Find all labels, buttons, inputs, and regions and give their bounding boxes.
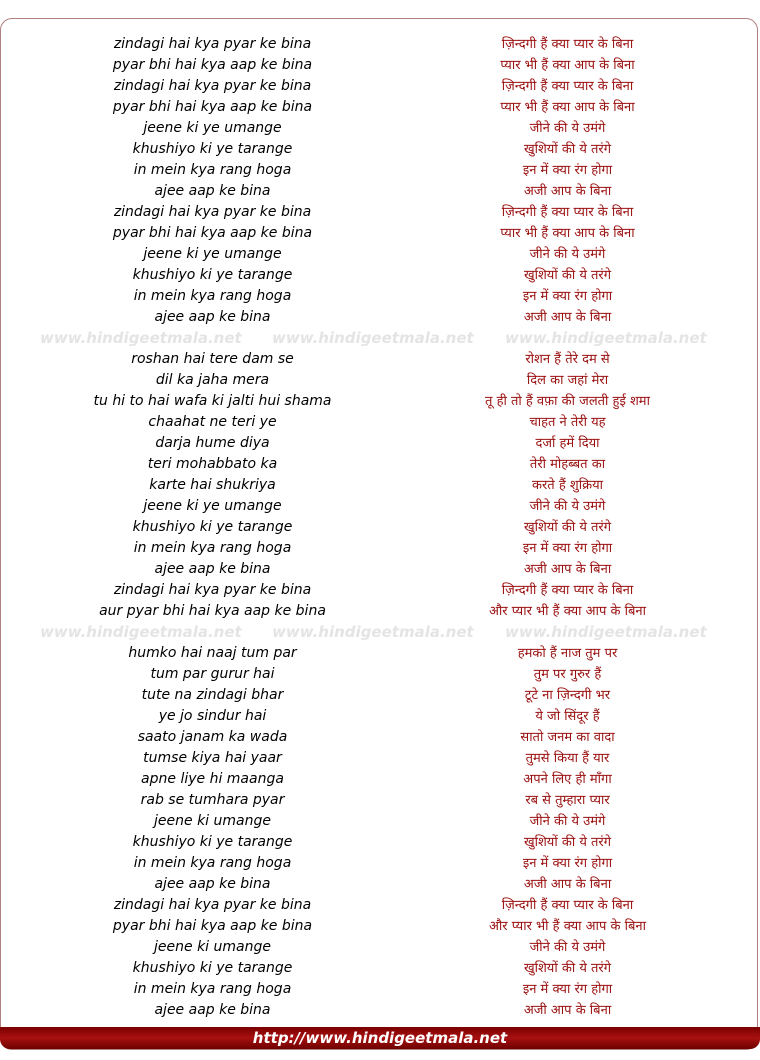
lyric-hindi: अपने लिए ही माँगा — [523, 772, 612, 787]
lyric-hindi: करते हैं शुक्रिया — [532, 478, 603, 493]
lyric-line — [0, 559, 758, 580]
lyric-hindi: हमको हैं नाज तुम पर — [517, 646, 618, 661]
lyric-english: apne liye hi maanga — [141, 771, 284, 787]
lyric-english: darja hume diya — [155, 435, 270, 451]
lyric-line — [0, 853, 758, 874]
watermark-row — [0, 622, 758, 643]
lyric-english: teri mohabbato ka — [147, 456, 278, 472]
lyric-hindi: प्यार भी हैं क्या आप के बिना — [500, 226, 635, 241]
lyric-line — [0, 97, 758, 118]
lyric-hindi: टूटे ना ज़िन्दगी भर — [524, 688, 611, 703]
lyric-english: khushiyo ki ye tarange — [132, 141, 293, 157]
lyric-line — [0, 685, 758, 706]
lyric-hindi: जीने की ये उमंगे — [529, 940, 606, 955]
lyric-english: roshan hai tere dam se — [131, 351, 294, 367]
lyric-hindi: प्यार भी हैं क्या आप के बिना — [500, 100, 635, 115]
footer-bar — [0, 1027, 760, 1049]
lyric-hindi: दर्जा हमें दिया — [535, 436, 600, 451]
lyric-line — [0, 979, 758, 1000]
lyric-line — [0, 160, 758, 181]
lyric-hindi: सातो जनम का वादा — [520, 730, 615, 745]
lyric-line — [0, 727, 758, 748]
lyric-line — [0, 580, 758, 601]
lyric-hindi: इन में क्या रंग होगा — [522, 163, 613, 178]
lyric-line — [0, 1000, 758, 1021]
lyric-line — [0, 433, 758, 454]
lyric-hindi: तेरी मोहब्बत का — [529, 457, 606, 472]
lyric-line — [0, 265, 758, 286]
lyric-english: ajee aap ke bina — [154, 183, 271, 199]
lyric-hindi: खुशियों की ये तरंगे — [523, 520, 612, 535]
watermark-row — [0, 328, 758, 349]
lyric-hindi: इन में क्या रंग होगा — [522, 541, 613, 556]
lyric-line — [0, 895, 758, 916]
lyric-line — [0, 223, 758, 244]
lyric-english: zindagi hai kya pyar ke bina — [113, 897, 312, 913]
lyric-line — [0, 286, 758, 307]
lyric-english: humko hai naaj tum par — [128, 645, 297, 661]
lyric-line — [0, 202, 758, 223]
watermark-text: www.hindigeetmala.net — [505, 623, 707, 641]
lyric-english: rab se tumhara pyar — [140, 792, 285, 808]
lyric-line — [0, 412, 758, 433]
lyric-line — [0, 349, 758, 370]
lyric-hindi: रोशन हैं तेरे दम से — [525, 352, 610, 367]
lyric-hindi: इन में क्या रंग होगा — [522, 856, 613, 871]
lyric-hindi: ज़िन्दगी हैं क्या प्यार के बिना — [501, 37, 634, 52]
watermark-text: www.hindigeetmala.net — [505, 329, 707, 347]
lyric-line — [0, 748, 758, 769]
lyric-english: zindagi hai kya pyar ke bina — [113, 78, 312, 94]
watermark-text: www.hindigeetmala.net — [272, 329, 474, 347]
lyric-hindi: और प्यार भी हैं क्या आप के बिना — [489, 919, 646, 934]
lyric-hindi: ज़िन्दगी हैं क्या प्यार के बिना — [501, 898, 634, 913]
lyric-line — [0, 496, 758, 517]
lyric-english: ajee aap ke bina — [154, 561, 271, 577]
lyric-english: karte hai shukriya — [149, 477, 276, 493]
lyric-english: ye jo sindur hai — [158, 708, 267, 724]
lyric-line — [0, 391, 758, 412]
lyric-hindi: दिल का जहां मेरा — [526, 373, 609, 388]
lyric-english: in mein kya rang hoga — [133, 981, 292, 997]
lyric-hindi: चाहत ने तेरी यह — [529, 415, 606, 430]
lyric-hindi: जीने की ये उमंगे — [529, 121, 606, 136]
lyric-hindi: तुमसे किया हैं यार — [525, 751, 610, 766]
lyric-english: pyar bhi hai kya aap ke bina — [112, 918, 313, 934]
lyric-english: saato janam ka wada — [137, 729, 288, 745]
footer-site-link[interactable]: http://www.hindigeetmala.net — [252, 1029, 508, 1047]
lyric-english: khushiyo ki ye tarange — [132, 519, 293, 535]
lyric-hindi: इन में क्या रंग होगा — [522, 982, 613, 997]
lyric-hindi: अजी आप के बिना — [523, 184, 612, 199]
lyric-hindi: खुशियों की ये तरंगे — [523, 268, 612, 283]
lyric-hindi: प्यार भी हैं क्या आप के बिना — [500, 58, 635, 73]
lyric-english: dil ka jaha mera — [155, 372, 270, 388]
lyric-hindi: और प्यार भी हैं क्या आप के बिना — [489, 604, 646, 619]
lyric-english: khushiyo ki ye tarange — [132, 834, 293, 850]
lyric-line — [0, 517, 758, 538]
lyric-english: in mein kya rang hoga — [133, 855, 292, 871]
lyric-line — [0, 118, 758, 139]
lyric-line — [0, 916, 758, 937]
lyric-english: jeene ki ye umange — [143, 246, 282, 262]
lyric-line — [0, 139, 758, 160]
lyric-line — [0, 811, 758, 832]
lyric-english: in mein kya rang hoga — [133, 162, 292, 178]
lyric-english: tu hi to hai wafa ki jalti hui shama — [93, 393, 332, 409]
lyric-line — [0, 706, 758, 727]
lyric-english: pyar bhi hai kya aap ke bina — [112, 57, 313, 73]
lyric-line — [0, 832, 758, 853]
lyric-english: ajee aap ke bina — [154, 876, 271, 892]
lyric-english: ajee aap ke bina — [154, 309, 271, 325]
lyric-line — [0, 601, 758, 622]
watermark-text: www.hindigeetmala.net — [272, 623, 474, 641]
lyric-line — [0, 454, 758, 475]
lyric-english: tum par gurur hai — [150, 666, 275, 682]
lyric-line — [0, 475, 758, 496]
lyric-english: jeene ki ye umange — [143, 498, 282, 514]
lyric-english: zindagi hai kya pyar ke bina — [113, 204, 312, 220]
lyric-hindi: रब से तुम्हारा प्यार — [525, 793, 610, 808]
watermark-text: www.hindigeetmala.net — [40, 329, 242, 347]
lyric-line — [0, 937, 758, 958]
watermark-text: www.hindigeetmala.net — [40, 623, 242, 641]
lyric-hindi: ज़िन्दगी हैं क्या प्यार के बिना — [501, 79, 634, 94]
lyric-line — [0, 244, 758, 265]
lyric-hindi: अजी आप के बिना — [523, 877, 612, 892]
lyric-hindi: जीने की ये उमंगे — [529, 499, 606, 514]
lyric-hindi: अजी आप के बिना — [523, 310, 612, 325]
lyric-line — [0, 34, 758, 55]
lyric-hindi: तुम पर गुरुर हैं — [533, 667, 602, 682]
lyric-hindi: ये जो सिंदूर हैं — [535, 709, 600, 724]
lyric-english: jeene ki umange — [154, 813, 271, 829]
lyric-english: zindagi hai kya pyar ke bina — [113, 36, 312, 52]
lyrics-list — [0, 34, 758, 1021]
lyric-hindi: जीने की ये उमंगे — [529, 814, 606, 829]
lyric-english: tute na zindagi bhar — [141, 687, 284, 703]
lyric-english: aur pyar bhi hai kya aap ke bina — [99, 603, 326, 619]
lyric-english: pyar bhi hai kya aap ke bina — [112, 225, 313, 241]
lyric-line — [0, 538, 758, 559]
lyric-line — [0, 55, 758, 76]
lyric-line — [0, 874, 758, 895]
lyric-english: pyar bhi hai kya aap ke bina — [112, 99, 313, 115]
lyric-english: khushiyo ki ye tarange — [132, 267, 293, 283]
lyric-line — [0, 76, 758, 97]
lyric-line — [0, 769, 758, 790]
lyric-line — [0, 307, 758, 328]
lyric-hindi: तू ही तो हैं वफ़ा की जलती हुई शमा — [485, 394, 650, 409]
lyric-english: khushiyo ki ye tarange — [132, 960, 293, 976]
lyric-line — [0, 643, 758, 664]
lyric-english: tumse kiya hai yaar — [143, 750, 282, 766]
lyric-hindi: खुशियों की ये तरंगे — [523, 142, 612, 157]
lyric-hindi: अजी आप के बिना — [523, 562, 612, 577]
lyric-hindi: खुशियों की ये तरंगे — [523, 835, 612, 850]
lyric-hindi: ज़िन्दगी हैं क्या प्यार के बिना — [501, 583, 634, 598]
lyric-line — [0, 790, 758, 811]
lyric-hindi: ज़िन्दगी हैं क्या प्यार के बिना — [501, 205, 634, 220]
lyric-english: chaahat ne teri ye — [148, 414, 277, 430]
lyric-line — [0, 958, 758, 979]
lyric-english: jeene ki ye umange — [143, 120, 282, 136]
lyric-hindi: जीने की ये उमंगे — [529, 247, 606, 262]
lyric-english: jeene ki umange — [154, 939, 271, 955]
lyric-hindi: इन में क्या रंग होगा — [522, 289, 613, 304]
lyric-line — [0, 181, 758, 202]
lyric-hindi: खुशियों की ये तरंगे — [523, 961, 612, 976]
lyric-english: ajee aap ke bina — [154, 1002, 271, 1018]
lyric-english: in mein kya rang hoga — [133, 540, 292, 556]
lyric-line — [0, 370, 758, 391]
lyric-line — [0, 664, 758, 685]
lyric-english: zindagi hai kya pyar ke bina — [113, 582, 312, 598]
lyric-hindi: अजी आप के बिना — [523, 1003, 612, 1018]
lyric-english: in mein kya rang hoga — [133, 288, 292, 304]
